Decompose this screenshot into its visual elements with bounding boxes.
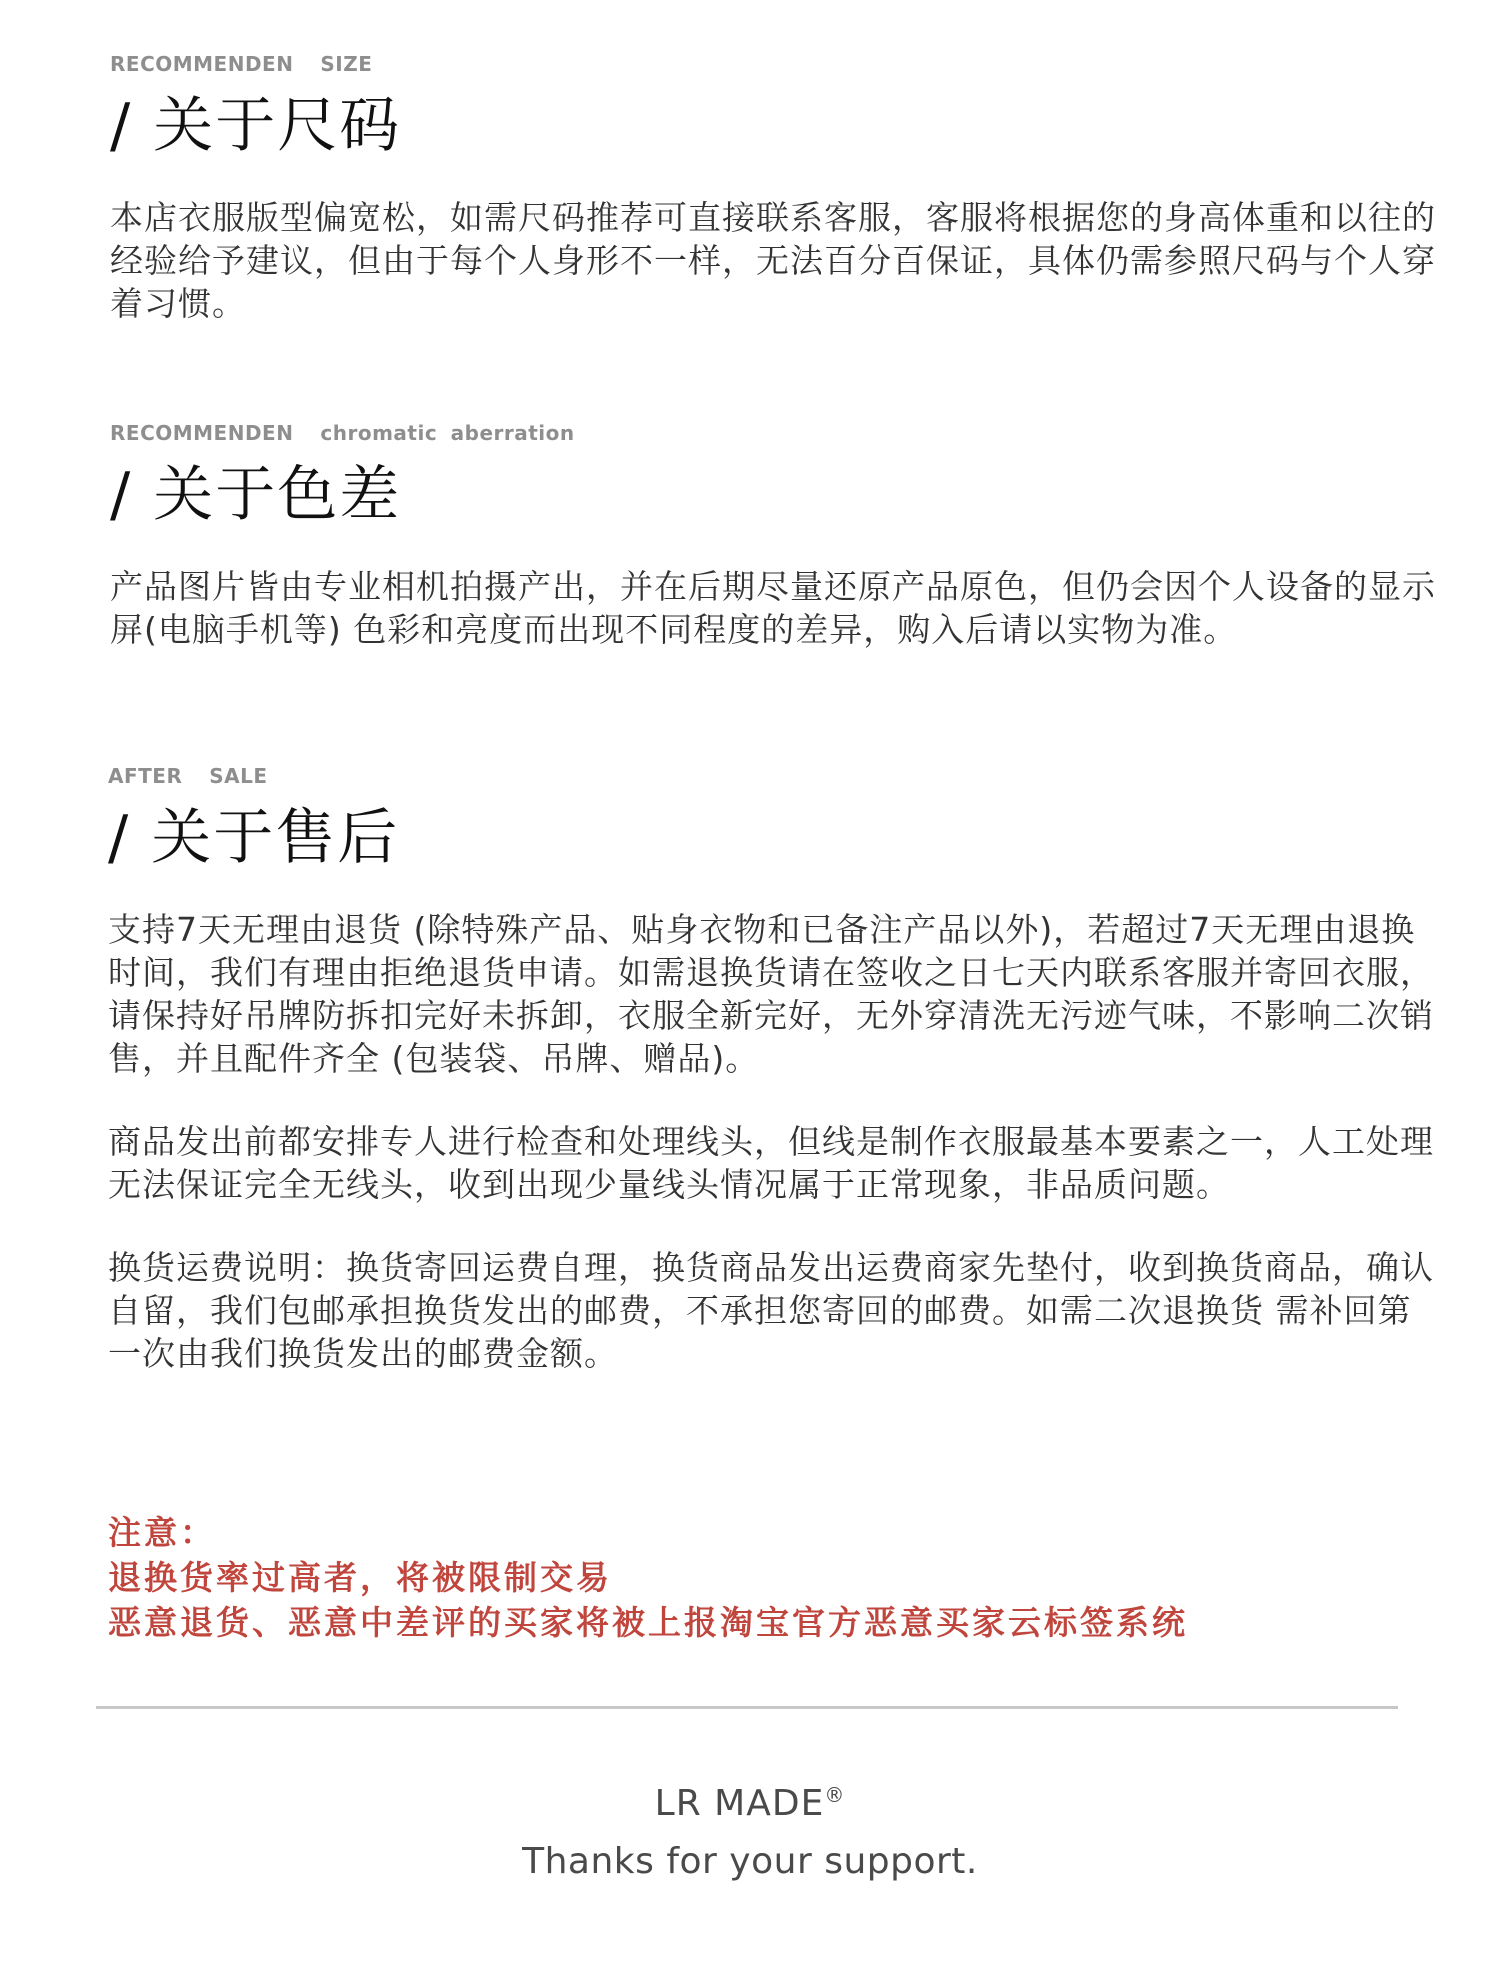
registered-mark: ® [824,1783,846,1807]
return-policy-paragraph: 支持7天无理由退货 (除特殊产品、贴身衣物和已备注产品以外)，若超过7天无理由退换时间，我们有理由拒绝退货申请。如需退换货请在签收之日七天内联系客服并寄回衣服，请保持好吊牌防拆扣完好未拆卸，衣服全新完好，无外穿清洗无污迹气味，不影响二次销售，并且配件齐全 (包装袋、吊牌、赠品)。 [108,910,1434,1078]
size-heading: / 关于尺码 [110,91,402,161]
thanks-message: Thanks for your support. [522,1841,978,1882]
shipping-fee-paragraph: 换货运费说明：换货寄回运费自理，换货商品发出运费商家先垫付，收到换货商品，确认自留，我们包邮承担换货发出的邮费，不承担您寄回的邮费。如需二次退换货 需补回第一次由我们换货发出的邮费金额。 [108,1248,1434,1373]
size-section [110,52,1440,325]
notice-line-report: 恶意退货、恶意中差评的买家将被上报淘宝官方恶意买家云标签系统 [108,1603,1188,1642]
notice-block [108,1510,1438,1645]
color-eyebrow: RECOMMENDEN chromatic aberration [110,421,575,445]
size-paragraph: 本店衣服版型偏宽松，如需尺码推荐可直接联系客服，客服将根据您的身高体重和以往的经验给予建议，但由于每个人身形不一样，无法百分百保证，具体仍需参照尺码与个人穿着习惯。 [110,198,1436,323]
footer-divider [96,1706,1398,1709]
notice-title: 注意： [108,1513,216,1552]
notice-line-restriction: 退换货率过高者，将被限制交易 [108,1558,612,1597]
aftersale-heading: / 关于售后 [108,803,400,873]
thread-policy-paragraph: 商品发出前都安排专人进行检查和处理线头，但线是制作衣服最基本要素之一，人工处理无法保证完全无线头，收到出现少量线头情况属于正常现象，非品质问题。 [108,1122,1434,1204]
aftersale-section [108,764,1438,1375]
footer [0,1770,1500,1887]
color-section [110,421,1440,651]
brand-name [0,1770,1500,1829]
color-paragraph: 产品图片皆由专业相机拍摄产出，并在后期尽量还原产品原色，但仍会因个人设备的显示屏(电脑手机等) 色彩和亮度而出现不同程度的差异，购入后请以实物为准。 [110,567,1436,649]
size-eyebrow: RECOMMENDEN SIZE [110,52,373,76]
color-heading: / 关于色差 [110,460,402,530]
brand-text: LR MADE [654,1783,825,1824]
aftersale-eyebrow: AFTER SALE [108,764,268,788]
